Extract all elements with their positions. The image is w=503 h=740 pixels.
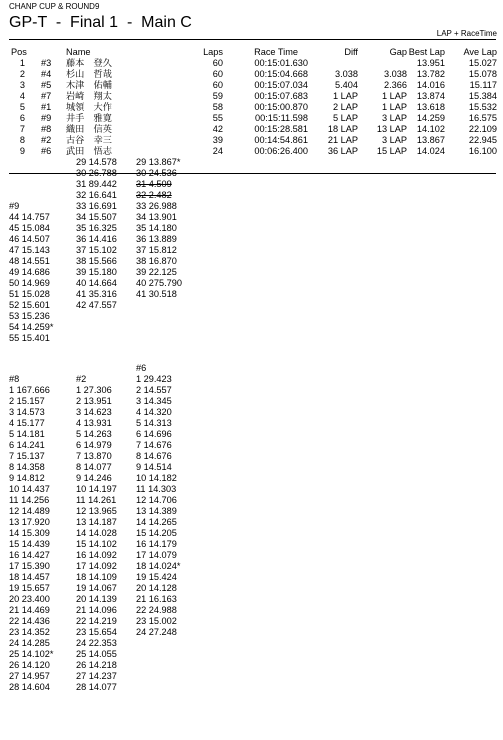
lap-time: 28 14.077 (76, 682, 117, 692)
lap-time: 7 14.676 (136, 440, 172, 450)
lap-time: 47 15.143 (9, 245, 50, 255)
lap-time: 3 14.573 (9, 407, 45, 417)
result-diff: 36 LAP (327, 146, 358, 156)
result-race-time: 00:15:00.870 (254, 102, 308, 112)
lap-time: 22 14.436 (9, 616, 50, 626)
lap-time: 26 14.218 (76, 660, 117, 670)
lap-time: 38 16.870 (136, 256, 177, 266)
result-num: #1 (41, 102, 52, 112)
lap-time: 17 14.079 (136, 550, 177, 560)
lap-time: 4 14.320 (136, 407, 172, 417)
lap-time: 28 14.604 (9, 682, 50, 692)
result-ave: 16.575 (468, 113, 497, 123)
header-divider (9, 39, 496, 40)
lap-column-8 (9, 374, 53, 693)
result-pos: 3 (19, 80, 25, 90)
lap-time: 26 14.120 (9, 660, 50, 670)
lap-time: 10 14.197 (76, 484, 117, 494)
lap-time: 37 15.812 (136, 245, 177, 255)
lap-time: 46 14.507 (9, 234, 50, 244)
lap-time: 21 14.096 (76, 605, 117, 615)
lap-time: 22 24.988 (136, 605, 177, 615)
lap-time: 10 14.182 (136, 473, 177, 483)
result-gap: 3 LAP (381, 113, 407, 123)
result-gap: 15 LAP (376, 146, 407, 156)
lap-time: 29 14.578 (76, 157, 117, 167)
result-row (9, 146, 497, 157)
lap-time: 19 15.657 (9, 583, 50, 593)
kart-number-header: #6 (136, 363, 147, 373)
result-row (9, 135, 497, 146)
result-diff: 1 LAP (332, 91, 358, 101)
lap-time: 4 15.177 (9, 418, 45, 428)
lap-time: 39 15.180 (76, 267, 117, 277)
lap-time: 16 14.427 (9, 550, 50, 560)
lap-time: 33 16.691 (76, 201, 117, 211)
lap-time: 16 14.179 (136, 539, 177, 549)
lap-time: 11 14.261 (76, 495, 117, 505)
result-num: #2 (41, 135, 52, 145)
result-ave: 15.117 (469, 80, 497, 90)
lap-column-9-cont2 (136, 157, 182, 300)
result-ave: 15.532 (468, 102, 497, 112)
lap-time: 40 14.664 (76, 278, 117, 288)
lap-time: 10 14.437 (9, 484, 50, 494)
lap-time: 22 14.219 (76, 616, 117, 626)
lap-time: 5 14.313 (136, 418, 172, 428)
lap-column-6 (136, 363, 180, 638)
lap-time: 30 24.536 (136, 168, 177, 178)
kart-number-header: #2 (76, 374, 87, 384)
result-pos: 7 (19, 124, 25, 134)
result-row (9, 69, 497, 80)
result-race-time: 00:15:28.581 (254, 124, 308, 134)
lap-column-9-cont (76, 157, 117, 311)
lap-time: 9 14.812 (9, 473, 45, 483)
result-num: #4 (41, 69, 52, 79)
kart-number-header: #8 (9, 374, 20, 384)
result-row (9, 58, 497, 69)
lap-time: 24 14.285 (9, 638, 50, 648)
lap-time: 1 167.666 (9, 385, 50, 395)
lap-column-2 (76, 374, 117, 693)
lap-time: 3 14.345 (136, 396, 172, 406)
lap-time: 54 14.259* (9, 322, 54, 332)
lap-time: 18 14.457 (9, 572, 50, 582)
result-diff: 5 LAP (332, 113, 358, 123)
result-name: 井手 雅寛 (66, 113, 112, 123)
lap-time: 2 15.157 (9, 396, 45, 406)
lap-time: 32 16.641 (76, 190, 117, 200)
lap-time: 53 15.236 (9, 311, 50, 321)
lap-time: 6 14.696 (136, 429, 172, 439)
lap-time: 34 13.901 (136, 212, 177, 222)
lap-time: 7 13.870 (76, 451, 112, 461)
lap-time: 4 13.931 (76, 418, 112, 428)
result-laps: 60 (212, 69, 223, 79)
result-gap: 3.038 (384, 69, 407, 79)
lap-time: 45 15.084 (9, 223, 50, 233)
result-row (9, 102, 497, 113)
col-race-time: Race Time (254, 47, 298, 57)
lap-time: 16 14.092 (76, 550, 117, 560)
lap-time: 17 15.390 (9, 561, 50, 571)
result-name: 木津 佑輔 (66, 80, 112, 90)
result-ave: 22.109 (468, 124, 497, 134)
lap-time: 14 14.028 (76, 528, 117, 538)
lap-time: 48 14.551 (9, 256, 50, 266)
lap-time: 29 13.867* (136, 157, 181, 167)
lap-time: 6 14.979 (76, 440, 112, 450)
col-name: Name (66, 47, 91, 57)
result-best: 14.102 (416, 124, 445, 134)
lap-time: 14 14.265 (136, 517, 177, 527)
lap-time: 50 14.969 (9, 278, 50, 288)
lap-time: 18 14.109 (76, 572, 117, 582)
page-subtitle: LAP + RaceTime (436, 29, 497, 38)
result-best: 13.951 (416, 58, 445, 68)
lap-time: 1 27.306 (76, 385, 112, 395)
result-name: 岩崎 翔太 (66, 91, 112, 101)
lap-time: 8 14.676 (136, 451, 172, 461)
lap-time: 2 14.557 (136, 385, 172, 395)
lap-time: 37 15.102 (76, 245, 117, 255)
lap-time: 23 15.002 (136, 616, 177, 626)
result-pos: 2 (19, 69, 25, 79)
col-pos: Pos (11, 47, 27, 57)
result-row (9, 91, 497, 102)
col-best-lap: Best Lap (408, 47, 445, 57)
result-best: 13.782 (416, 69, 445, 79)
result-name: 織田 信英 (66, 124, 112, 134)
lap-time: 49 14.686 (9, 267, 50, 277)
lap-time: 36 13.889 (136, 234, 177, 244)
result-name: 杉山 哲哉 (66, 69, 112, 79)
lap-time: 1 29.423 (136, 374, 172, 384)
result-name: 武田 悟志 (66, 146, 112, 156)
lap-time: 21 14.469 (9, 605, 50, 615)
result-ave: 16.100 (468, 146, 497, 156)
result-race-time: 00:15:07.034 (254, 80, 308, 90)
result-num: #5 (41, 80, 52, 90)
result-pos: 4 (19, 91, 25, 101)
result-laps: 60 (212, 80, 223, 90)
result-pos: 6 (19, 113, 25, 123)
result-race-time: 00:15:07.683 (254, 91, 308, 101)
result-laps: 24 (212, 146, 223, 156)
lap-time: 38 15.566 (76, 256, 117, 266)
result-diff: 18 LAP (327, 124, 358, 134)
lap-time: 12 13.965 (76, 506, 117, 516)
lap-time: 7 15.137 (9, 451, 45, 461)
lap-time: 51 15.028 (9, 289, 50, 299)
lap-time: 39 22.125 (136, 267, 177, 277)
lap-time: 20 14.128 (136, 583, 177, 593)
result-pos: 9 (19, 146, 25, 156)
result-laps: 42 (212, 124, 223, 134)
lap-time: 41 35.316 (76, 289, 117, 299)
lap-time: 25 14.055 (76, 649, 117, 659)
lap-time: 13 17.920 (9, 517, 50, 527)
lap-time: 24 22.353 (76, 638, 117, 648)
lap-time: 19 14.067 (76, 583, 117, 593)
lap-time: 24 27.248 (136, 627, 177, 637)
result-row (9, 80, 497, 91)
lap-time: 36 14.416 (76, 234, 117, 244)
lap-time: 52 15.601 (9, 300, 50, 310)
lap-time: 8 14.358 (9, 462, 45, 472)
lap-time: 25 14.102* (9, 649, 54, 659)
lap-time: 33 26.988 (136, 201, 177, 211)
lap-time: 12 14.706 (136, 495, 177, 505)
result-pos: 1 (19, 58, 25, 68)
result-laps: 55 (212, 113, 223, 123)
lap-time: 27 14.957 (9, 671, 50, 681)
result-gap: 3 LAP (381, 135, 407, 145)
result-best: 14.016 (416, 80, 445, 90)
lap-time: 27 14.237 (76, 671, 117, 681)
lap-time: 9 14.514 (136, 462, 172, 472)
result-num: #9 (41, 113, 52, 123)
lap-time: 41 30.518 (136, 289, 177, 299)
lap-time: 21 16.163 (136, 594, 177, 604)
lap-time: 11 14.256 (9, 495, 50, 505)
lap-time: 15 14.102 (76, 539, 117, 549)
result-row (9, 124, 497, 135)
lap-time: 42 47.557 (76, 300, 117, 310)
lap-time: 14 15.309 (9, 528, 50, 538)
lap-time: 40 275.790 (136, 278, 182, 288)
result-gap: 1 LAP (381, 91, 407, 101)
lap-time: 11 14.303 (136, 484, 177, 494)
lap-time: 13 14.187 (76, 517, 117, 527)
result-diff: 2 LAP (332, 102, 358, 112)
lap-time: 5 14.181 (9, 429, 45, 439)
result-row (9, 113, 497, 124)
result-best: 14.024 (416, 146, 445, 156)
lap-time: 35 14.180 (136, 223, 177, 233)
lap-time: 31 89.442 (76, 179, 117, 189)
lap-time: 5 14.263 (76, 429, 112, 439)
result-num: #6 (41, 146, 52, 156)
lap-time: 19 15.424 (136, 572, 177, 582)
lap-time: 9 14.246 (76, 473, 112, 483)
result-diff: 5.404 (335, 80, 358, 90)
event-name: CHANP CUP & ROUND9 (9, 2, 100, 11)
result-gap: 1 LAP (381, 102, 407, 112)
lap-time: 2 13.951 (76, 396, 112, 406)
lap-time: 30 26.788 (76, 168, 117, 178)
lap-time: 15 14.205 (136, 528, 177, 538)
result-pos: 5 (19, 102, 25, 112)
page-title: GP-T - Final 1 - Main C (9, 14, 192, 31)
result-num: #7 (41, 91, 52, 101)
col-diff: Diff (344, 47, 358, 57)
result-race-time: 00:15:11.598 (255, 113, 308, 123)
result-name: 藤本 登久 (66, 58, 112, 68)
result-best: 13.618 (416, 102, 445, 112)
lap-time: 18 14.024* (136, 561, 181, 571)
lap-time: 20 14.139 (76, 594, 117, 604)
result-ave: 15.027 (468, 58, 497, 68)
result-race-time: 00:15:04.668 (254, 69, 308, 79)
result-best: 13.874 (416, 91, 445, 101)
result-diff: 21 LAP (327, 135, 358, 145)
lap-time: 34 15.507 (76, 212, 117, 222)
lap-time: 6 14.241 (9, 440, 45, 450)
result-race-time: 00:06:26.400 (254, 146, 308, 156)
result-num: #8 (41, 124, 52, 134)
result-ave: 15.078 (468, 69, 497, 79)
col-ave-lap: Ave Lap (463, 47, 497, 57)
result-diff: 3.038 (335, 69, 358, 79)
lap-time: 31 4.509 (136, 179, 172, 189)
results-header (9, 47, 497, 58)
result-ave: 15.384 (468, 91, 497, 101)
result-ave: 22.945 (468, 135, 497, 145)
lap-time: 23 15.654 (76, 627, 117, 637)
result-pos: 8 (19, 135, 25, 145)
lap-time: 20 23.400 (9, 594, 50, 604)
lap-time: 15 14.439 (9, 539, 50, 549)
lap-time: 17 14.092 (76, 561, 117, 571)
result-gap: 2.366 (384, 80, 407, 90)
result-best: 14.259 (416, 113, 445, 123)
lap-time: 13 14.389 (136, 506, 177, 516)
col-gap: Gap (389, 47, 407, 57)
kart-number-header: #9 (9, 201, 20, 211)
result-gap: 13 LAP (376, 124, 407, 134)
lap-time: 23 14.352 (9, 627, 50, 637)
result-laps: 60 (212, 58, 223, 68)
result-race-time: 00:15:01.630 (254, 58, 308, 68)
result-laps: 58 (212, 102, 223, 112)
lap-time: 8 14.077 (76, 462, 112, 472)
result-num: #3 (41, 58, 52, 68)
result-name: 城領 大作 (66, 102, 112, 112)
result-laps: 39 (212, 135, 223, 145)
result-best: 13.867 (416, 135, 445, 145)
lap-time: 12 14.489 (9, 506, 50, 516)
result-laps: 59 (212, 91, 223, 101)
lap-time: 32 2.482 (136, 190, 172, 200)
lap-column-9 (9, 201, 53, 344)
col-laps: Laps (203, 47, 223, 57)
lap-time: 44 14.757 (9, 212, 50, 222)
lap-time: 3 14.623 (76, 407, 112, 417)
result-name: 古谷 幸三 (66, 135, 112, 145)
lap-time: 55 15.401 (9, 333, 50, 343)
lap-time: 35 16.325 (76, 223, 117, 233)
result-race-time: 00:14:54.861 (254, 135, 308, 145)
